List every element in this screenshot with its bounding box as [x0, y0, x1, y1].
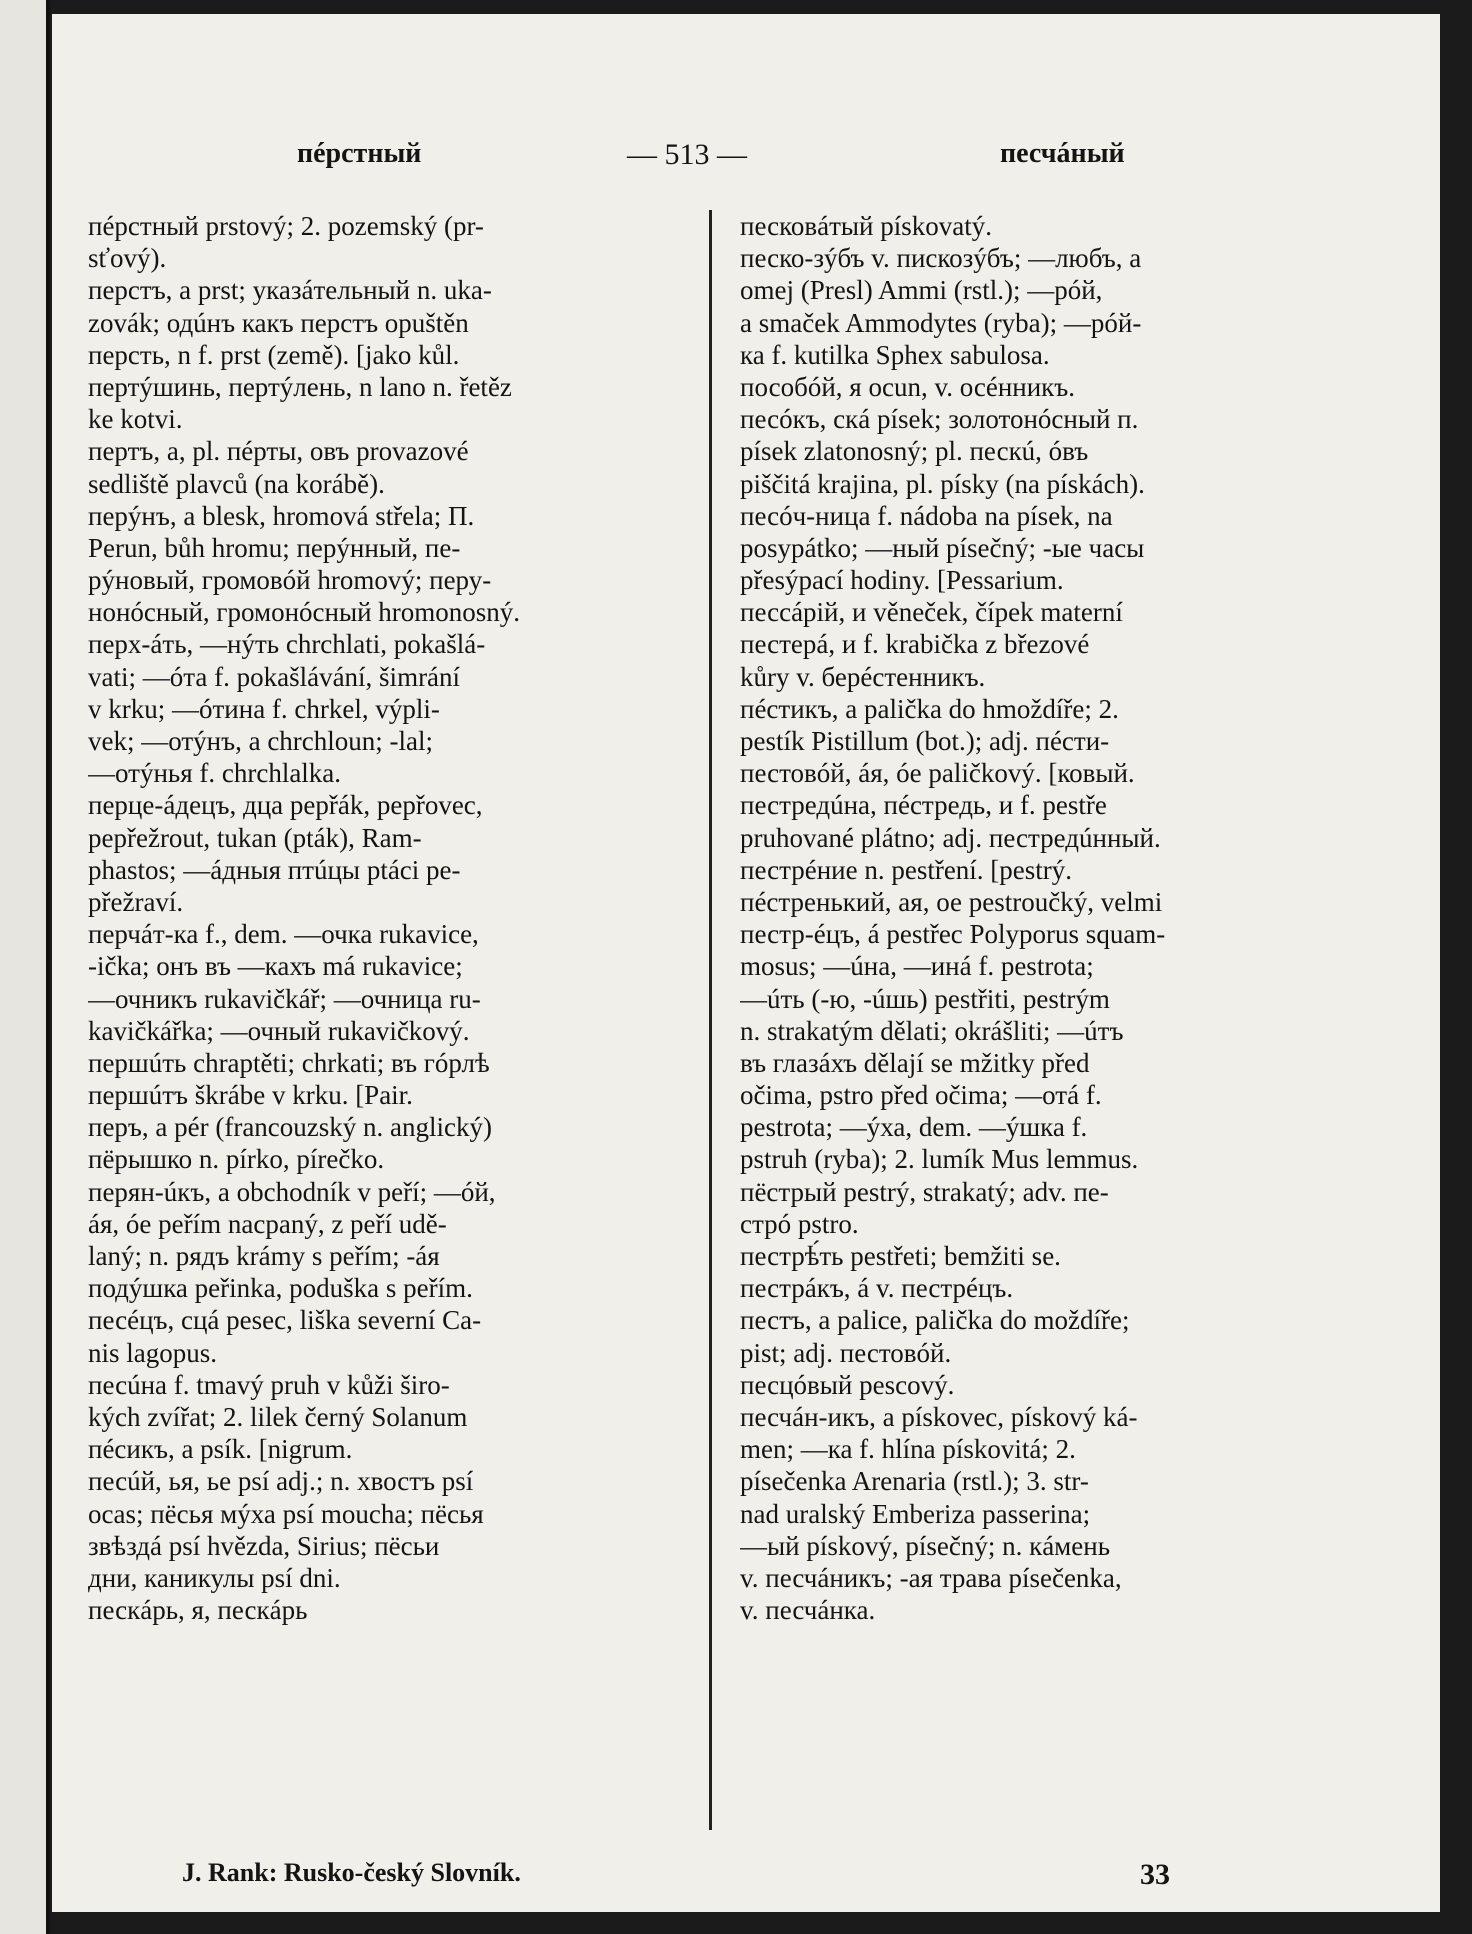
entry-line: pestrota; —ýха, dem. —ýшка f. [740, 1112, 1088, 1143]
page-number: — 513 — [627, 138, 747, 171]
entry-line: nad uralský Emberiza passerina; [740, 1498, 1091, 1529]
entry-line: песóкъ, скá písek; золотонóсный п. [740, 404, 1139, 435]
entry-line: пестерá, и f. krabička z březové [740, 629, 1090, 660]
entry-line: —очникъ rukavičkář; —очница ru- [88, 983, 481, 1014]
entry-line: песцóвый pescový. [740, 1369, 955, 1400]
entry-line: перян-úкъ, a obchodník v peří; —óй, [88, 1176, 496, 1207]
entry-line: laný; n. рядъ krámy s peřím; -áя [88, 1241, 440, 1271]
entry-line: —úть (-ю, -úшь) pestřiti, pestrým [740, 983, 1110, 1014]
entry-line: песко-зýбъ v. пискозýбъ; —любъ, a [740, 243, 1142, 274]
signature-mark: 33 [1140, 1858, 1170, 1891]
entry-line: písek zlatonosný; pl. пескú, óвъ [740, 436, 1089, 467]
entry-line: пéсикъ, a psík. [nigrum. [88, 1434, 353, 1465]
entry-line: vek; —отýнъ, a chrchloun; -lal; [88, 726, 434, 756]
entry-line: рýновый, громовóй hromový; перу- [88, 565, 492, 596]
entry-line: песковáтый pískovatý. [740, 211, 992, 241]
entry-line: písečenka Arenaria (rstl.); 3. str- [740, 1466, 1089, 1497]
entry-line: Perun, bůh hromu; перýнный, пе- [88, 532, 461, 563]
entry-line: pepřežrout, tukan (pták), Ram- [88, 822, 422, 853]
entry-line: phastos; —áдныя птúцы ptáci pe- [88, 854, 461, 885]
entry-line: пестрáкъ, á v. пестрéцъ. [740, 1273, 1014, 1304]
entry-line: pestík Pistillum (bot.); adj. пéсти- [740, 726, 1110, 756]
entry-line: posypátko; —ный písečný; -ые часы [740, 532, 1145, 563]
entry-line: sťový). [88, 243, 167, 274]
entry-line: пéрстный prstový; 2. pozemský (pr- [88, 211, 484, 241]
footer-source: J. Rank: Rusko-český Slovník. [182, 1858, 521, 1887]
entry-line: пестъ, a palice, palička do moždíře; [740, 1305, 1130, 1336]
dictionary-page [52, 14, 1440, 1912]
left-column [88, 210, 708, 1626]
entry-line: kavičkářka; —очный rukavičkový. [88, 1015, 470, 1046]
entry-line: дни, каникулы psí dni. [88, 1562, 341, 1593]
entry-line: пéстикъ, a palička do hmoždíře; 2. [740, 693, 1119, 724]
entry-line: očima, pstro před očima; —отá f. [740, 1080, 1102, 1111]
entry-line: men; —ка f. hlína pískovitá; 2. [740, 1434, 1076, 1465]
entry-line: mosus; —úна, —инá f. pestrota; [740, 951, 1094, 982]
header-right-word: песчáный [1000, 138, 1125, 169]
entry-line: пескáрь, я, пескáрь [88, 1595, 308, 1626]
entry-line: пестредúна, пéстредь, и f. pestře [740, 790, 1107, 821]
running-header [52, 138, 1440, 178]
entry-line: n. strakatým dělati; okrášliti; —úтъ [740, 1015, 1124, 1046]
adjacent-page-edge [0, 0, 50, 1934]
entry-line: песчáн-икъ, a pískovec, pískový ká- [740, 1401, 1138, 1432]
entry-line: пестр-éцъ, á pestřec Polyporus squam- [740, 919, 1166, 950]
entry-line: стрó pstro. [740, 1208, 859, 1239]
entry-line: ke kotvi. [88, 404, 183, 435]
entry-line: pruhované plátno; adj. пестредúнный. [740, 822, 1161, 853]
header-left-word: пéрстный [297, 138, 422, 169]
entry-line: sedliště plavců (na korábě). [88, 468, 385, 499]
entry-line: pist; adj. пестовóй. [740, 1337, 952, 1368]
entry-line: ocas; пёсья мýха psí moucha; пёсья [88, 1498, 484, 1529]
entry-line: першúть chraptěti; chrkati; въ гóрлѣ [88, 1047, 490, 1078]
entry-line: перстъ, a prst; указáтельный n. uka- [88, 275, 492, 306]
entry-line: a smaček Ammodytes (ryba); —рóй- [740, 307, 1142, 338]
entry-line: áя, óе peřím nacpaný, z peří udě- [88, 1208, 447, 1239]
entry-line: přežraví. [88, 886, 184, 917]
entry-line: пёрышко n. pírko, pírečko. [88, 1144, 385, 1175]
entry-line: v. песчáникъ; -ая трава písečenka, [740, 1562, 1122, 1593]
entry-line: vati; —óта f. pokašlávání, šimrání [88, 661, 461, 692]
entry-line: -ička; онъ въ —кахъ má rukavice; [88, 951, 463, 982]
entry-line: zovák; одúнъ какъ перстъ opuštěn [88, 307, 469, 338]
entry-line: перце-áдецъ, дца pepřák, pepřovec, [88, 790, 483, 821]
entry-line: piščitá krajina, pl. písky (na pískách). [740, 468, 1145, 499]
entry-line: звѣздá psí hvězda, Sirius; пёсьи [88, 1530, 440, 1561]
entry-line: —отýнья f. chrchlalka. [88, 758, 342, 789]
entry-line: песéцъ, сцá pesec, liška severní Ca- [88, 1305, 482, 1336]
entry-line: першúтъ škrábe v krku. [Pair. [88, 1080, 413, 1111]
entry-line: pstruh (ryba); 2. lumík Mus lemmus. [740, 1144, 1139, 1175]
entry-line: пёстрый pestrý, strakatý; adv. пе- [740, 1176, 1109, 1207]
entry-line: перýнъ, a blesk, hromová střela; П. [88, 500, 475, 531]
entry-line: v krku; —óтина f. chrkel, výpli- [88, 693, 440, 724]
entry-line: пертýшинь, пертýлень, n lano n. řetěz [88, 371, 512, 402]
entry-line: пертъ, a, pl. пéрты, овъ provazové [88, 436, 469, 467]
entry-line: персть, n f. prst (země). [jako kůl. [88, 339, 460, 370]
entry-line: —ый pískový, písečný; n. кáмень [740, 1530, 1111, 1561]
entry-line: перчáт-ка f., dem. —очка rukavice, [88, 919, 479, 950]
entry-line: пестрѣ́ть pestřeti; bemžiti se. [740, 1241, 1061, 1271]
entry-line: песúна f. tmavý pruh v kůži širo- [88, 1369, 450, 1400]
entry-line: пессáрій, и věneček, čípek materní [740, 597, 1123, 628]
column-divider [709, 210, 712, 1830]
entry-line: kůry v. берéстенникъ. [740, 661, 986, 692]
entry-line: ка f. kutilka Sphex sabulosa. [740, 339, 1050, 370]
entry-line: přesýpací hodiny. [Pessarium. [740, 565, 1064, 596]
entry-line: подýшка peřinka, poduška s peřím. [88, 1273, 473, 1304]
entry-line: пестрéние n. pestření. [pestrý. [740, 854, 1073, 885]
right-column [740, 210, 1395, 1626]
entry-line: kých zvířat; 2. lilek černý Solanum [88, 1401, 468, 1432]
entry-line: нонóсный, громонóсный hromonosný. [88, 597, 521, 628]
entry-line: въ глазáхъ dělají se mžitky před [740, 1047, 1090, 1078]
entry-line: omej (Presl) Ammi (rstl.); —рóй, [740, 275, 1103, 306]
entry-line: пéстренький, ая, ое pestroučký, velmi [740, 886, 1163, 917]
entry-line: песóч-ница f. nádoba na písek, na [740, 500, 1113, 531]
entry-line: пестовóй, áя, óе paličkový. [ковый. [740, 758, 1135, 789]
entry-line: песúй, ья, ье psí adj.; n. хвостъ psí [88, 1466, 474, 1497]
entry-line: nis lagopus. [88, 1337, 218, 1368]
entry-line: перъ, a pér (francouzský n. anglický) [88, 1112, 492, 1143]
entry-line: перх-áть, —нýть chrchlati, pokašlá- [88, 629, 486, 660]
entry-line: v. песчáнка. [740, 1595, 876, 1626]
entry-line: пособóй, я ocun, v. осéнникъ. [740, 371, 1076, 402]
